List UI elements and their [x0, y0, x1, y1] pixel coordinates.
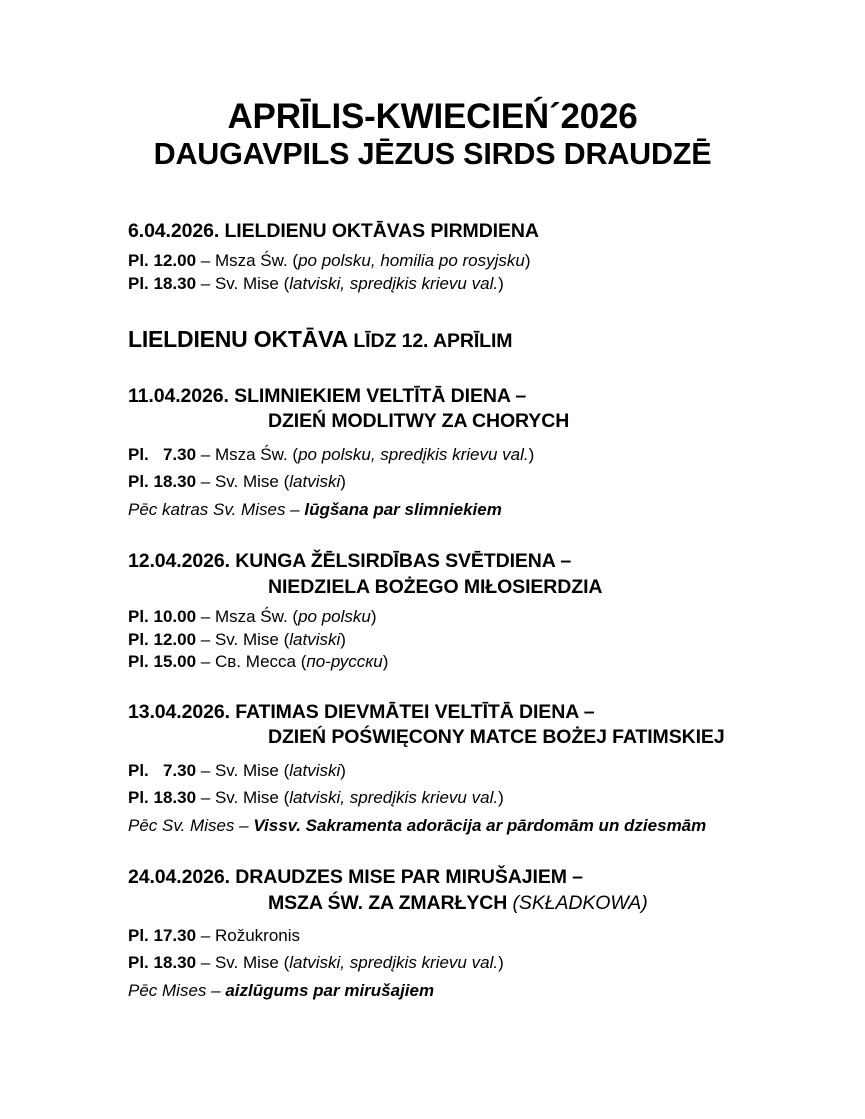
entry-note [128, 496, 847, 524]
detail-text-tail: ) [340, 760, 346, 780]
schedule-entry [128, 219, 847, 296]
detail-time: Pl. 10.00 [128, 607, 197, 627]
detail-time: Pl. 18.30 [128, 472, 197, 492]
entry-heading [128, 865, 847, 916]
detail-text-tail: ) [498, 273, 504, 293]
entry-title-line2: NIEDZIELA BOŻEGO MIŁOSIERDZIA [268, 575, 603, 598]
entry-details [128, 606, 847, 674]
schedule-entries [128, 219, 847, 1005]
entry-title-line1: DRAUDZES MISE PAR MIRUŠAJIEM – [235, 866, 583, 889]
detail-text: Msza Św. ( [214, 251, 299, 271]
detail-line [128, 629, 847, 652]
detail-text: Msza Św. ( [214, 444, 299, 464]
detail-time: Pl. 15.00 [128, 652, 197, 672]
entry-details [128, 250, 847, 295]
entry-title-line1: SLIMNIEKIEM VELTĪTĀ DIENA – [234, 385, 527, 408]
entry-heading [128, 549, 847, 600]
detail-text-tail: ) [498, 953, 504, 973]
schedule-entry [128, 384, 847, 523]
schedule-entry [128, 700, 847, 839]
detail-dash: – [196, 273, 215, 293]
detail-time: Pl. 18.30 [128, 273, 197, 293]
octave-heading-main: LIELDIENU OKTĀVA [128, 326, 354, 353]
detail-language-note: po polsku, spredįkis krievu val. [298, 444, 529, 464]
detail-text-tail: ) [528, 444, 535, 464]
entry-note-emphasis: aizlūgums par mirušajiem [225, 980, 435, 1000]
entry-note-emphasis: lūgšana par slimniekiem [304, 499, 502, 519]
detail-dash: – [196, 925, 215, 945]
detail-dash: – [196, 760, 215, 780]
detail-line [128, 757, 847, 785]
detail-language-note: latviski [289, 629, 341, 649]
detail-time: Pl. 12.00 [128, 629, 197, 649]
detail-text-tail: ) [370, 607, 377, 627]
entry-title-note: (SKŁADKOWA) [512, 891, 648, 914]
detail-text: Sv. Mise ( [214, 760, 290, 780]
detail-dash: – [196, 652, 215, 672]
entry-date: 24.04.2026. [128, 866, 230, 889]
entry-title-line2-wrap [268, 575, 847, 600]
entry-details [128, 757, 847, 812]
detail-language-note: latviski, spredįkis krievu val. [289, 953, 499, 973]
detail-language-note: po polsku, homilia po rosyjsku [298, 251, 525, 271]
entry-date: 6.04.2026. [128, 219, 220, 242]
entry-title-line1: LIELDIENU OKTĀVAS PIRMDIENA [224, 219, 539, 242]
detail-language-note: po polsku [298, 607, 371, 627]
entry-title-line2-wrap [268, 891, 847, 916]
schedule-entry [128, 865, 847, 1004]
detail-text-tail: ) [524, 251, 531, 271]
detail-line [128, 250, 847, 273]
detail-language-note: по-русски [306, 652, 383, 672]
detail-line [128, 922, 847, 950]
entry-title-line2-wrap [268, 409, 847, 434]
detail-time: Pl. 7.30 [128, 444, 197, 464]
detail-time: Pl. 7.30 [128, 760, 197, 780]
detail-language-note: latviski, spredįkis krievu val. [289, 273, 499, 293]
entry-note [128, 812, 847, 840]
entry-note-lead: Pēc Sv. Mises – [128, 815, 254, 835]
detail-text: Sv. Mise ( [214, 788, 290, 808]
detail-dash: – [196, 444, 215, 464]
detail-language-note: latviski, spredįkis krievu val. [289, 788, 499, 808]
detail-line [128, 606, 847, 629]
detail-text: Sv. Mise ( [214, 953, 290, 973]
detail-text: Rožukronis [214, 925, 301, 945]
entry-note-emphasis: Vissv. Sakramenta adorācija ar pārdomām un dziesmām [253, 815, 707, 835]
detail-time: Pl. 12.00 [128, 251, 197, 271]
detail-dash: – [196, 607, 215, 627]
detail-dash: – [196, 788, 215, 808]
page-subtitle: DAUGAVPILS JĒZUS SIRDS DRAUDZĒ [153, 136, 712, 171]
detail-text: Sv. Mise ( [214, 273, 290, 293]
entry-title-line2: MSZA ŚW. ZA ZMARŁYCH [268, 891, 513, 914]
detail-line [128, 949, 847, 977]
detail-time: Pl. 18.30 [128, 953, 197, 973]
detail-language-note: latviski [289, 760, 341, 780]
detail-line [128, 273, 847, 296]
octave-section-heading [128, 325, 847, 354]
detail-dash: – [196, 629, 215, 649]
entry-date: 13.04.2026. [128, 700, 230, 723]
entry-title-line2-wrap [268, 725, 847, 750]
detail-text-tail: ) [340, 472, 346, 492]
detail-dash: – [196, 472, 215, 492]
detail-text: Msza Św. ( [214, 607, 299, 627]
entry-note-lead: Pēc Mises – [128, 980, 226, 1000]
detail-line [128, 651, 847, 674]
entry-title-line2: DZIEŃ POŚWIĘCONY MATCE BOŻEJ FATIMSKIEJ [268, 726, 725, 749]
detail-line [128, 784, 847, 812]
entry-heading [128, 384, 847, 435]
octave-heading-secondary: LĪDZ 12. APRĪLIM [353, 330, 513, 353]
entry-title-line2: DZIEŃ MODLITWY ZA CHORYCH [268, 410, 570, 433]
entry-title-line1: FATIMAS DIEVMĀTEI VELTĪTĀ DIENA – [235, 700, 595, 723]
detail-text: Sv. Mise ( [214, 629, 290, 649]
detail-time: Pl. 17.30 [128, 925, 197, 945]
detail-text: Sv. Mise ( [214, 472, 290, 492]
entry-title-line1: KUNGA ŽĒLSIRDĪBAS SVĒTDIENA – [235, 550, 572, 573]
entry-date: 11.04.2026. [128, 385, 229, 408]
entry-details [128, 441, 847, 496]
detail-language-note: latviski [289, 472, 341, 492]
detail-line [128, 441, 847, 469]
entry-heading [128, 219, 847, 244]
entry-heading [128, 700, 847, 751]
schedule-content [0, 219, 865, 1005]
detail-dash: – [196, 953, 215, 973]
schedule-entry [128, 549, 847, 674]
entry-note [128, 977, 847, 1005]
entry-details [128, 922, 847, 977]
detail-line [128, 468, 847, 496]
entry-date: 12.04.2026. [128, 550, 230, 573]
detail-text-tail: ) [382, 652, 389, 672]
entry-note-lead: Pēc katras Sv. Mises – [128, 499, 305, 519]
detail-time: Pl. 18.30 [128, 788, 197, 808]
detail-text-tail: ) [498, 788, 504, 808]
detail-text-tail: ) [340, 629, 346, 649]
poster-title-block [0, 0, 865, 173]
detail-dash: – [196, 251, 215, 271]
detail-text: Св. Месса ( [214, 652, 307, 672]
page-title: APRĪLIS-KWIECIEŃ´2026 [227, 97, 638, 136]
